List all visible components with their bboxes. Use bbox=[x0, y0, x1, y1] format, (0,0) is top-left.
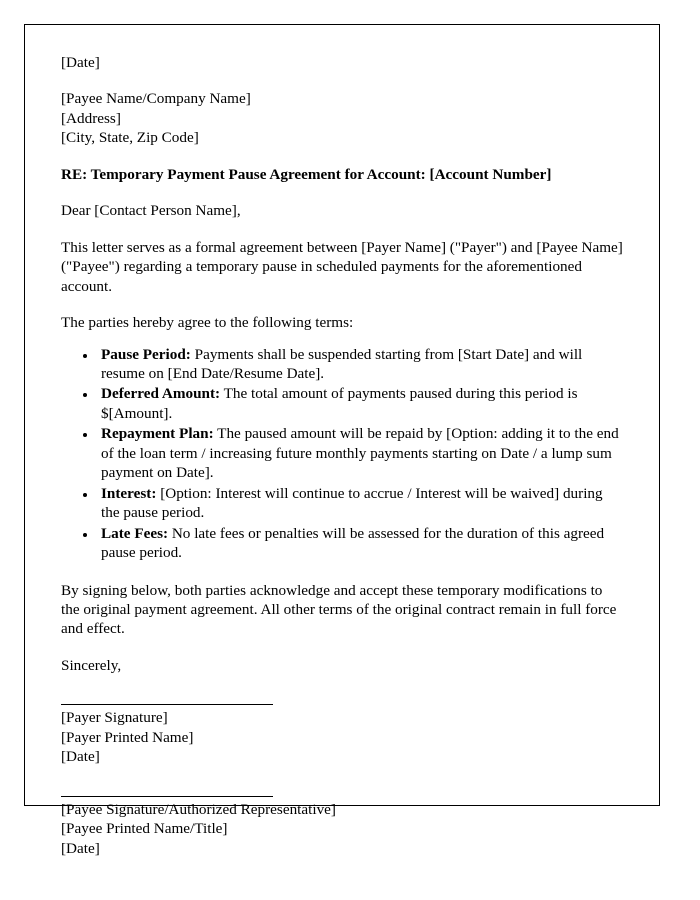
term-label: Deferred Amount: bbox=[101, 385, 221, 403]
intro-paragraph: This letter serves as a formal agreement between [Payer Name] ("Payer") and [Payee Name] ("Payee") regarding a temporary pause in scheduled payments for the aforementioned account. bbox=[61, 238, 623, 295]
payee-printed-name-label: [Payee Printed Name/Title] bbox=[61, 820, 228, 838]
closing-paragraph: By signing below, both parties acknowledge and accept these temporary modifications to the original payment agreement. All other terms of the original contract remain in full force and effect. bbox=[61, 581, 617, 638]
list-item bbox=[97, 384, 623, 423]
terms-list bbox=[61, 345, 623, 563]
payee-signature-block bbox=[61, 796, 623, 858]
recipient-name: [Payee Name/Company Name] bbox=[61, 90, 251, 108]
payer-signature-label: [Payer Signature] bbox=[61, 709, 168, 727]
payee-signature-rule bbox=[61, 796, 273, 797]
list-item bbox=[97, 524, 623, 563]
payer-signature-block bbox=[61, 704, 623, 766]
list-item bbox=[97, 484, 623, 523]
date-placeholder: [Date] bbox=[61, 54, 100, 71]
subject-line: RE: Temporary Payment Pause Agreement for Account: [Account Number] bbox=[61, 165, 552, 183]
term-label: Repayment Plan: bbox=[101, 425, 214, 443]
document-page bbox=[24, 24, 660, 857]
term-text: The total amount of payments paused during this period is $[Amount]. bbox=[101, 385, 578, 422]
payer-printed-name-label: [Payer Printed Name] bbox=[61, 728, 194, 746]
term-label: Interest: bbox=[101, 484, 157, 502]
term-text: Payments shall be suspended starting from [Start Date] and will resume on [End Date/Resume Date]. bbox=[101, 345, 583, 382]
term-text: No late fees or penalties will be assessed for the duration of this agreed pause period. bbox=[101, 524, 605, 562]
list-item bbox=[97, 424, 623, 482]
payee-date-label: [Date] bbox=[61, 839, 100, 857]
payer-date-label: [Date] bbox=[61, 748, 100, 766]
term-text: [Option: Interest will continue to accrue / Interest will be waived] during the pause period. bbox=[101, 484, 603, 522]
payer-signature-rule bbox=[61, 704, 273, 705]
salutation: Dear [Contact Person Name], bbox=[61, 202, 241, 220]
term-text: The paused amount will be repaid by [Option: adding it to the end of the loan term / increasing future monthly payments starting on Date / a lump sum payment on Date]. bbox=[101, 425, 619, 482]
term-label: Late Fees: bbox=[101, 524, 169, 542]
terms-lead-in: The parties hereby agree to the following terms: bbox=[61, 314, 354, 332]
recipient-address: [Address] bbox=[61, 109, 121, 127]
list-item bbox=[97, 345, 623, 384]
document-body bbox=[25, 25, 659, 858]
payee-signature-label: [Payee Signature/Authorized Representative] bbox=[61, 800, 336, 818]
recipient-city-state-zip: [City, State, Zip Code] bbox=[61, 129, 199, 147]
sign-off: Sincerely, bbox=[61, 656, 122, 674]
term-label: Pause Period: bbox=[101, 345, 191, 363]
